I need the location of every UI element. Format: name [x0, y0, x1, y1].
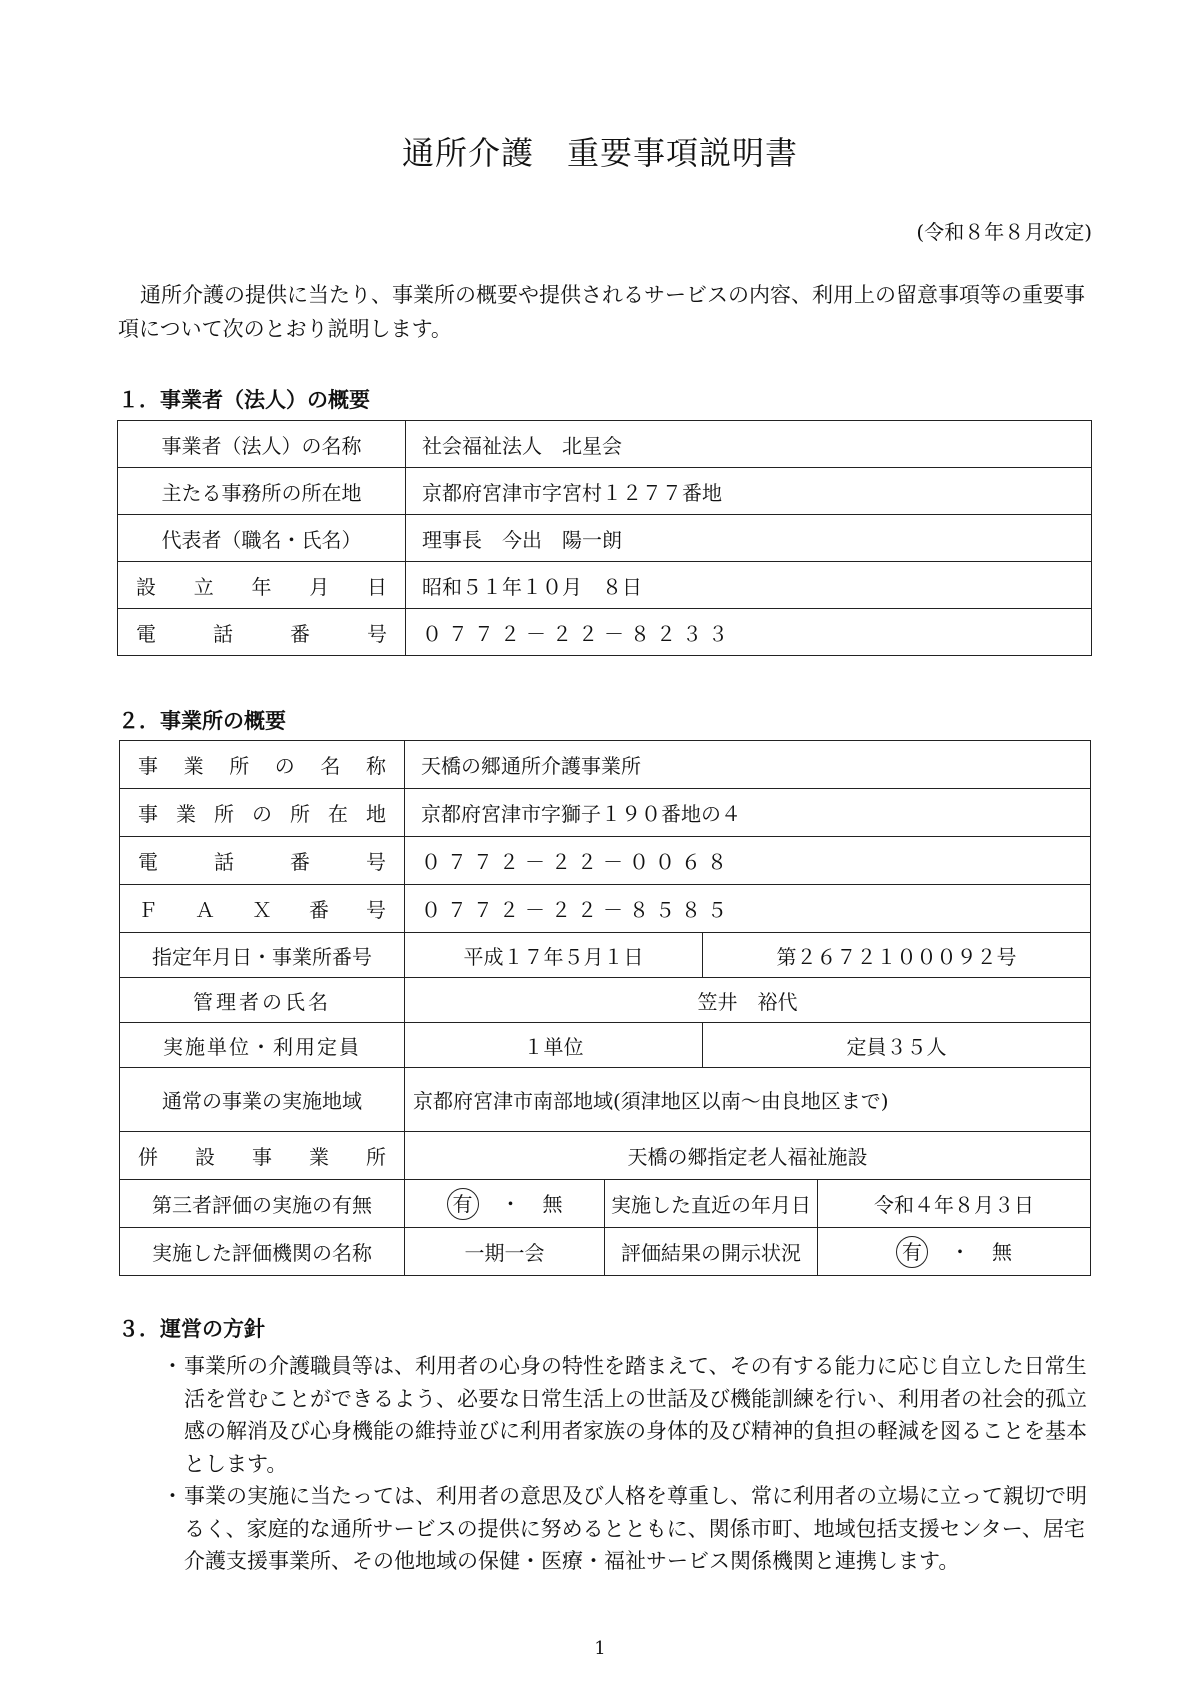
policy-list — [162, 1350, 1092, 1578]
disclosure-yes-circled: 有 — [896, 1236, 928, 1268]
table-row — [120, 1023, 1091, 1068]
service-area-label: 通常の事業の実施地域 — [120, 1068, 405, 1132]
corporation-table — [117, 420, 1092, 656]
corp-name-label: 事業者（法人）の名称 — [118, 421, 406, 468]
table-row — [120, 1132, 1091, 1180]
evaluation-no: 無 — [542, 1191, 563, 1216]
disclosure-separator: ・ — [950, 1239, 970, 1264]
manager-value: 笠井 裕代 — [405, 978, 1091, 1023]
unit-value: １単位 — [405, 1023, 703, 1068]
office-fax-label: ＦＡＸ番号 — [120, 885, 405, 933]
office-table — [119, 740, 1091, 1276]
corp-name-value: 社会福祉法人 北星会 — [406, 421, 1092, 468]
document-title: 通所介護 重要事項説明書 — [401, 134, 798, 172]
corp-tel-label: 電話番号 — [118, 609, 406, 656]
evaluation-yes-circled: 有 — [447, 1188, 479, 1220]
evaluation-label: 第三者評価の実施の有無 — [120, 1180, 405, 1228]
intro-paragraph: 通所介護の提供に当たり、事業所の概要や提供されるサービスの内容、利用上の留意事項等の重要事項について次のとおり説明します。 — [118, 283, 1085, 341]
corp-address-value: 京都府宮津市字宮村１２７７番地 — [406, 468, 1092, 515]
table-row — [120, 837, 1091, 885]
list-item: ・ 事業の実施に当たっては、利用者の意思及び人格を尊重し、常に利用者の立場に立って親切で明るく、家庭的な通所サービスの提供に努めるとともに、関係市町、地域包括支援センター、居宅介護支援事業所、その他地域の保健・医療・福祉サービス関係機関と連携します。 — [162, 1480, 1092, 1578]
evaluation-separator: ・ — [500, 1191, 521, 1216]
office-address-label: 事業所の所在地 — [120, 789, 405, 837]
table-row — [118, 515, 1092, 562]
office-name-value: 天橋の郷通所介護事業所 — [405, 741, 1091, 789]
corp-representative-value: 理事長 今出 陽一朗 — [406, 515, 1092, 562]
corp-representative-label: 代表者（職名・氏名） — [118, 515, 406, 562]
page-number: 1 — [594, 1638, 606, 1659]
section2-heading: ２．事業所の概要 — [118, 709, 286, 733]
office-tel-label: 電話番号 — [120, 837, 405, 885]
table-row — [120, 978, 1091, 1023]
manager-label: 管理者の氏名 — [120, 978, 405, 1023]
list-item: ・ 事業所の介護職員等は、利用者の心身の特性を踏まえて、その有する能力に応じ自立した日常生活を営むことができるよう、必要な日常生活上の世話及び機能訓練を行い、利用者の社会的孤立感の解消及び心身機能の維持並びに利用者家族の身体的及び精神的負担の軽減を図ることを基本とします。 — [162, 1350, 1092, 1480]
designation-date: 平成１７年５月１日 — [405, 933, 703, 978]
evaluation-date-value: 令和４年８月３日 — [818, 1180, 1091, 1228]
table-row — [120, 933, 1091, 978]
table-row — [120, 789, 1091, 837]
corp-founded-value: 昭和５１年１０月 ８日 — [406, 562, 1092, 609]
table-row — [118, 468, 1092, 515]
section1-heading: １．事業者（法人）の概要 — [118, 388, 370, 412]
office-address-value: 京都府宮津市字獅子１９０番地の４ — [405, 789, 1091, 837]
facility-label: 併設事業所 — [120, 1132, 405, 1180]
revision-date: (令和８年８月改定) — [916, 220, 1092, 244]
office-name-label: 事業所の名称 — [120, 741, 405, 789]
evaluation-date-label: 実施した直近の年月日 — [605, 1180, 818, 1228]
disclosure-no: 無 — [992, 1239, 1012, 1264]
disclosure-status — [818, 1228, 1091, 1276]
table-row — [118, 609, 1092, 656]
table-row — [120, 741, 1091, 789]
table-row — [120, 1068, 1091, 1132]
designation-label: 指定年月日・事業所番号 — [120, 933, 405, 978]
office-tel-value: ０７７２－２２－００６８ — [405, 837, 1091, 885]
unit-label: 実施単位・利用定員 — [120, 1023, 405, 1068]
table-row — [118, 562, 1092, 609]
office-fax-value: ０７７２－２２－８５８５ — [405, 885, 1091, 933]
table-row — [120, 1180, 1091, 1228]
service-area-value: 京都府宮津市南部地域(須津地区以南～由良地区まで) — [405, 1068, 1091, 1132]
office-number: 第２６７２１０００９２号 — [703, 933, 1091, 978]
corp-tel-value: ０７７２－２２－８２３３ — [406, 609, 1092, 656]
evaluation-status — [405, 1180, 605, 1228]
table-row — [120, 1228, 1091, 1276]
table-row — [118, 421, 1092, 468]
table-row — [120, 885, 1091, 933]
evaluation-org-label: 実施した評価機関の名称 — [120, 1228, 405, 1276]
disclosure-label: 評価結果の開示状況 — [605, 1228, 818, 1276]
corp-address-label: 主たる事務所の所在地 — [118, 468, 406, 515]
capacity-value: 定員３５人 — [703, 1023, 1091, 1068]
evaluation-org-value: 一期一会 — [405, 1228, 605, 1276]
corp-founded-label: 設立年月日 — [118, 562, 406, 609]
facility-value: 天橋の郷指定老人福祉施設 — [405, 1132, 1091, 1180]
section3-heading: ３．運営の方針 — [118, 1317, 265, 1341]
